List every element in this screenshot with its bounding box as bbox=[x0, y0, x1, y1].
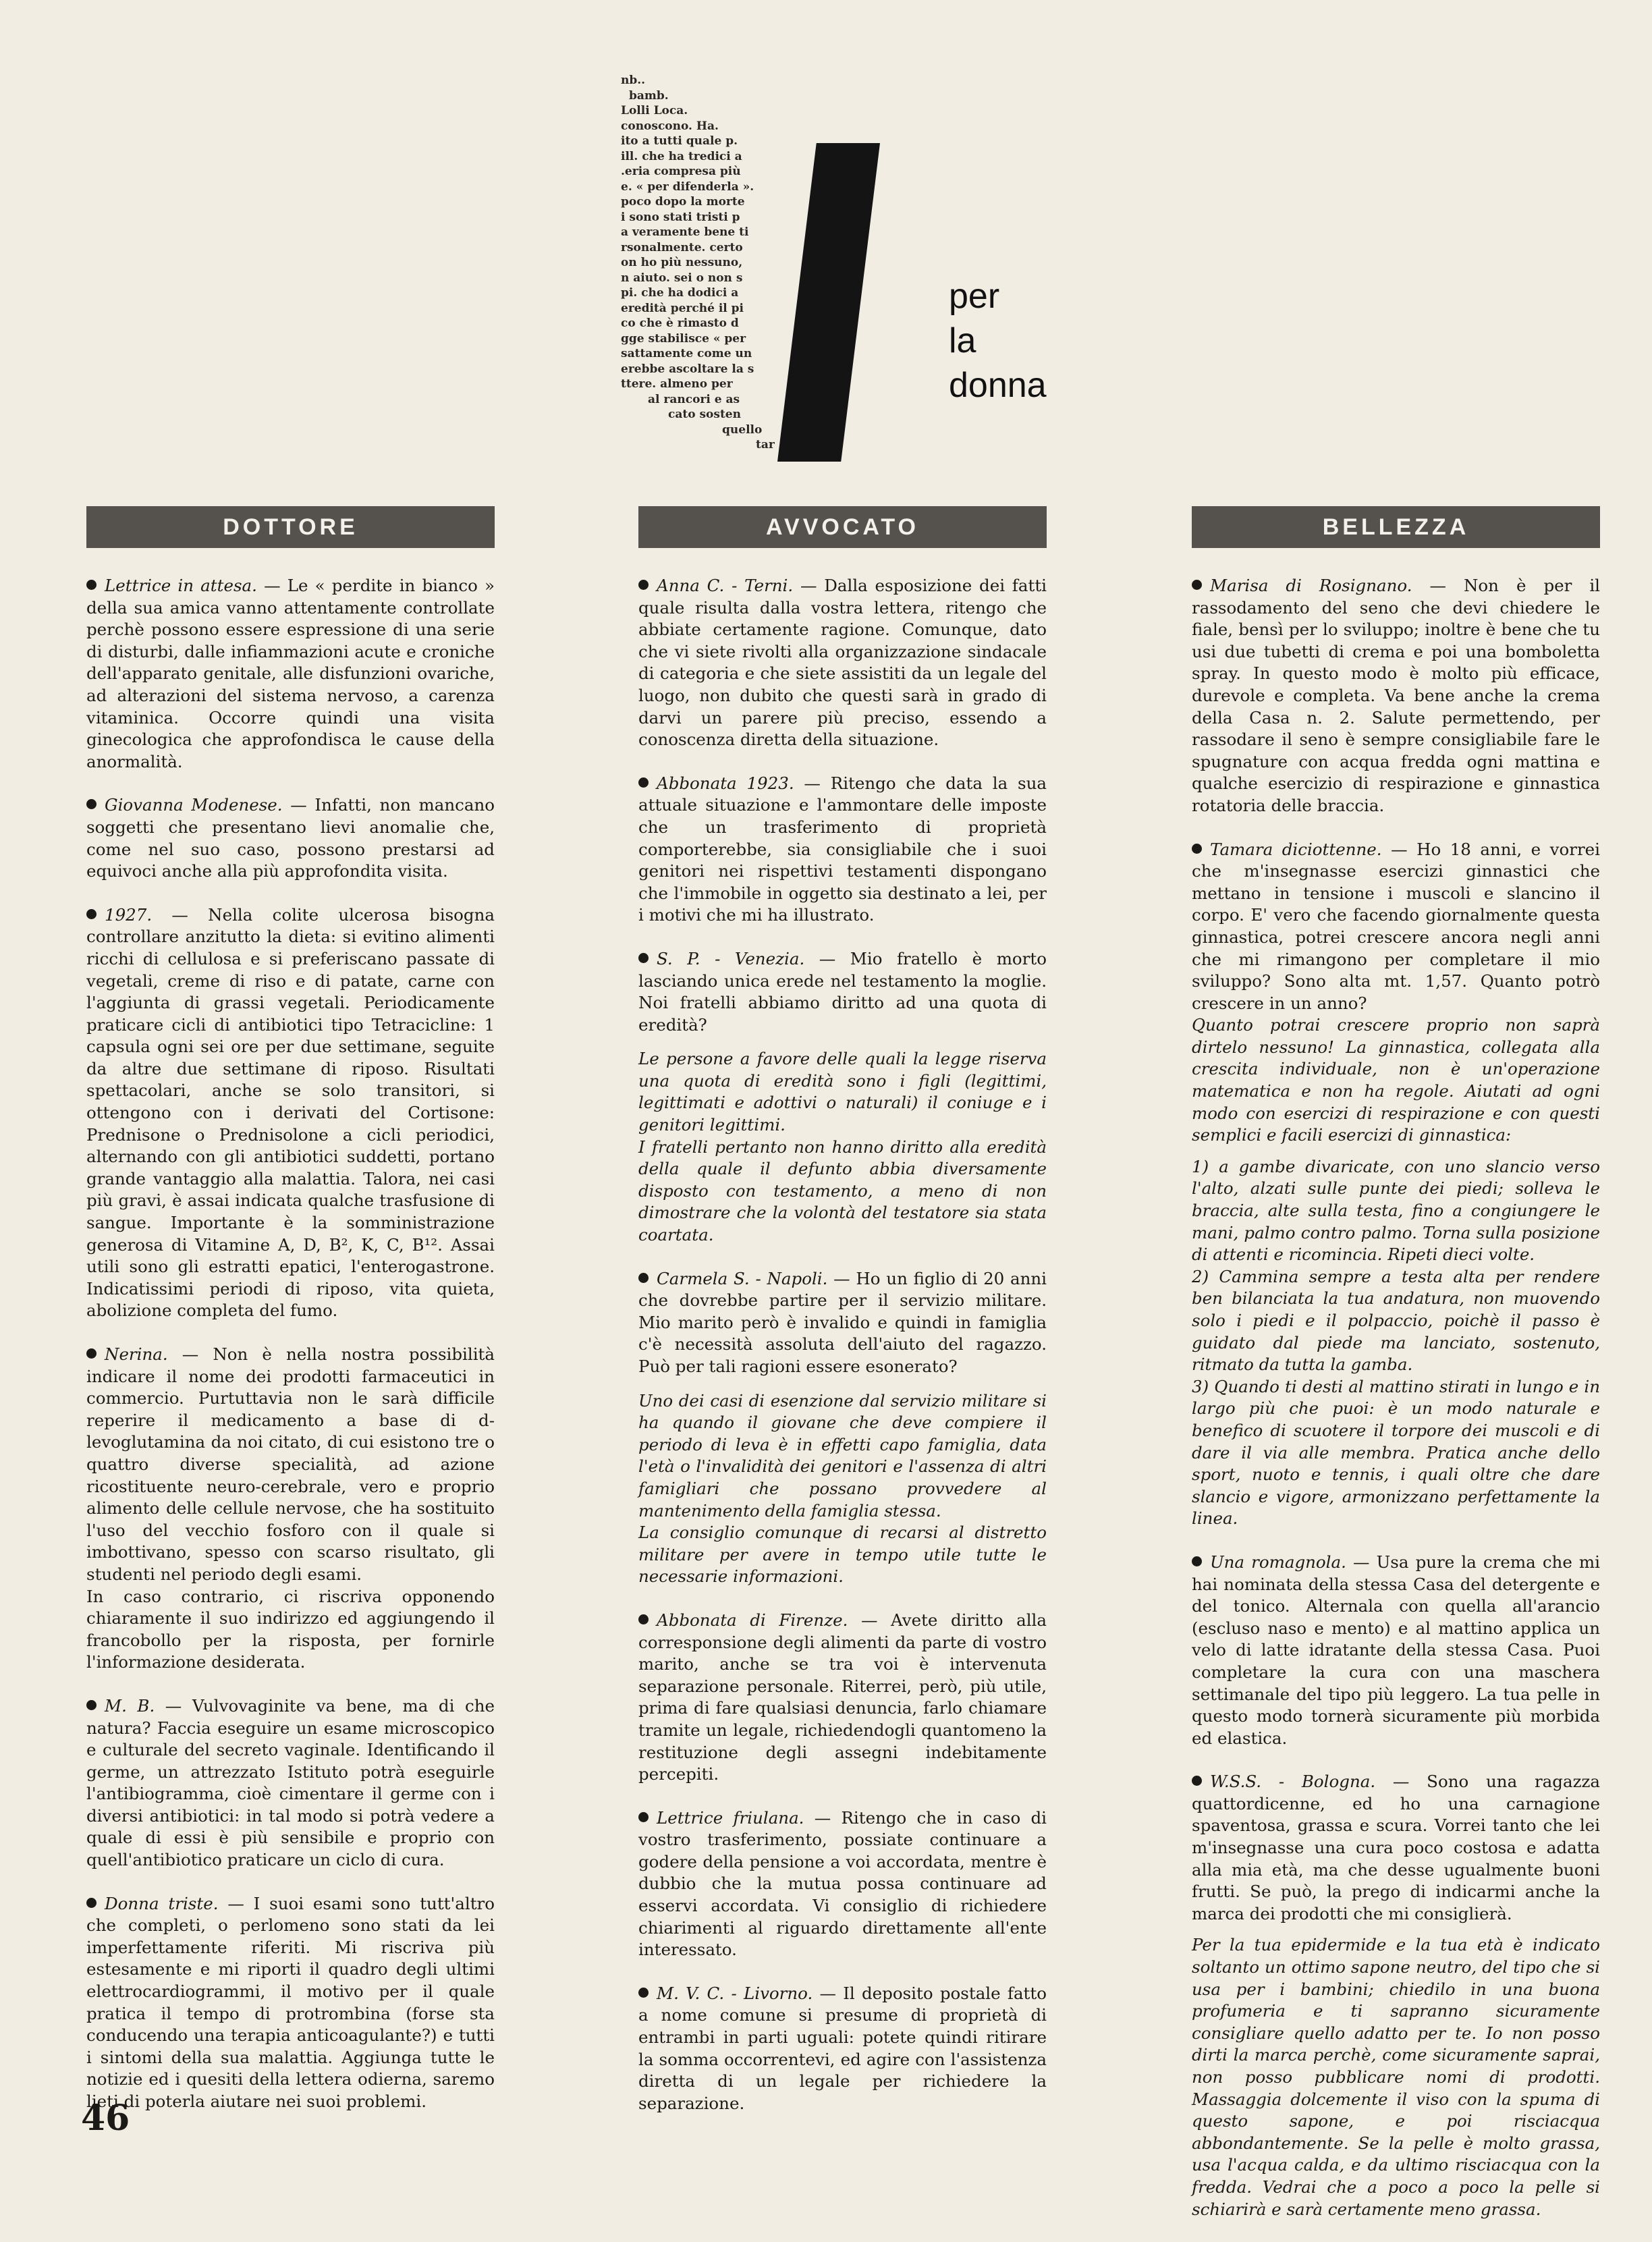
bullet-icon bbox=[1192, 1556, 1202, 1566]
letter-signature: 1927. bbox=[105, 904, 153, 925]
bullet-icon bbox=[1192, 844, 1202, 854]
letter-signature: Donna triste. bbox=[105, 1893, 219, 1913]
letter-body: — I suoi esami sono tutt'altro che completi, o perlomeno sono stati da lei imperfettamente riferiti. Mi riscriva più estesamente e mi riporti il quadro degli ultimi elettrocardiogrammi, il motivo per il quale pratica il tempo di protrombina (forse sta conducendo una terapia anticoagulante?) e tutti i sintomi della sua malattia. Aggiunga tutte le notizie ed i quesiti della lettera odierna, saremo lieti di poterla aiutare nei suoi problemi. bbox=[86, 1893, 495, 2111]
letter-signature: Abbonata di Firenze. bbox=[657, 1610, 848, 1630]
letter-body: — Ritengo che in caso di vostro trasferimento, possiate continuare a godere della pensione a voi accordata, mentre è dubbio che la mutua possa continuare ad esservi accordata. Vi consiglio di richiedere chiarimenti al riguardo direttamente all'ente interessato. bbox=[638, 1807, 1047, 1960]
column-header-dottore: DOTTORE bbox=[86, 506, 495, 548]
letter-signature: Nerina. bbox=[105, 1344, 168, 1364]
letter-entry bbox=[638, 1983, 1047, 2115]
snippet-line: sattamente come un bbox=[621, 347, 752, 360]
letter-body: — Dalla esposizione dei fatti quale risulta dalla vostra lettera, ritengo che abbiate certamente ragione. Comunque, dato che vi siete rivolti alla organizzazione sindacale di categoria e che siete assistiti da un legale del luogo, non dubito che questi sarà in grado di darvi un parere più preciso, essendo a conoscenza diretta della situazione. bbox=[638, 576, 1047, 750]
masthead-subtitle-line: donna bbox=[949, 366, 1047, 405]
column-bellezza bbox=[1192, 506, 1600, 2242]
letter-body: — Infatti, non mancano soggetti che presentano lievi anomalie che, come nel suo caso, possono prestarsi ad equivoci anche alla più approfondita visita. bbox=[86, 795, 495, 881]
bullet-icon bbox=[638, 777, 649, 788]
masthead bbox=[621, 73, 1093, 471]
column-avvocato bbox=[638, 506, 1047, 2136]
snippet-line: ill. che ha tredici a bbox=[621, 149, 742, 163]
masthead-subtitle-line: per bbox=[949, 277, 1000, 316]
snippet-line: rsonalmente. certo bbox=[621, 240, 743, 254]
letter-signature: Marisa di Rosignano. bbox=[1210, 576, 1412, 595]
bullet-icon bbox=[638, 1614, 649, 1624]
snippet-line: i sono stati tristi p bbox=[621, 210, 740, 224]
snippet-line: on ho più nessuno, bbox=[621, 256, 743, 269]
letter-body: — Ritengo che data la sua attuale situazione e l'ammontare delle imposte che un trasferimento di proprietà comporterebbe, sia consigliabile che i suoi genitori nei rispettivi testamenti dispongano che l'immobile in oggetto sia destinato a lei, per i motivi che mi ha illustrato. bbox=[638, 773, 1047, 925]
snippet-line: bamb. bbox=[629, 88, 669, 103]
answer-text: La consiglio comunque di recarsi al distretto militare per avere in tempo utile tutte le necessarie informazioni. bbox=[638, 1523, 1047, 1587]
letter-signature: W.S.S. - Bologna. bbox=[1210, 1772, 1376, 1792]
masthead-newsprint-collage bbox=[621, 73, 790, 471]
letter-signature: M. B. bbox=[105, 1695, 155, 1716]
letter-entry bbox=[86, 794, 495, 882]
bullet-icon bbox=[86, 1898, 97, 1908]
bullet-icon bbox=[638, 1988, 649, 1998]
letter-body: — Vulvovaginite va bene, ma di che natura? Faccia eseguire un esame microscopico e culturale del secreto vaginale. Identificando il germe, un attrezzato Istituto potrà eseguirle l'antibiogramma, cioè cimentare il germe con i diversi antibiotici: in tal modo si potrà vedere a quale di essi è più sensibile e proprio con quell'antibiotico praticare un ciclo di cura. bbox=[86, 1695, 495, 1870]
letter-signature: Giovanna Modenese. bbox=[105, 795, 283, 815]
bullet-icon bbox=[638, 1273, 649, 1283]
letter-signature: Anna C. - Terni. bbox=[657, 576, 794, 595]
letter-signature: S. P. - Venezia. bbox=[657, 948, 805, 968]
bullet-icon bbox=[86, 799, 97, 809]
snippet-line: conoscono. Ha. bbox=[621, 119, 719, 133]
letter-entry bbox=[86, 1695, 495, 1871]
masthead-title: noi donne bbox=[860, 194, 910, 417]
column-header-bellezza: BELLEZZA bbox=[1192, 506, 1600, 548]
letter-entry bbox=[1192, 839, 1600, 1530]
masthead-subtitle-line: la bbox=[949, 321, 976, 360]
snippet-line: quello bbox=[722, 422, 763, 437]
bullet-icon bbox=[1192, 580, 1202, 590]
letter-body: — Il deposito postale fatto a nome comune si presume di proprietà di entrambi in parti uguali: potete quindi ritirare la somma occorrentevi, ed agire con l'assistenza diretta di un legale per richiedere la separazione. bbox=[638, 1983, 1047, 2113]
snippet-line: gge stabilisce « per bbox=[621, 331, 746, 346]
bullet-icon bbox=[86, 1348, 97, 1359]
letter-entry bbox=[638, 1268, 1047, 1588]
column-dottore bbox=[86, 506, 495, 2135]
snippet-line: ito a tutti quale p. bbox=[621, 134, 738, 148]
snippet-line: ttere. almeno per bbox=[621, 377, 733, 391]
snippet-line: cato sosten bbox=[668, 408, 741, 421]
letter-body: — Nella colite ulcerosa bisogna controllare anzitutto la dieta: si evitino alimenti ricchi di cellulosa e si preferiscano passate di vegetali, creme di riso e di patate, carne con l'aggiunta di grassi vegetali. Periodicamente praticare cicli di antibiotici tipo Tetracicline: 1 capsula ogni sei ore per due settimane, seguite da altre due settimane di riposo. Risultati spettacolari, anche se solo transitori, si ottengono con i derivati del Cortisone: Prednisone o Prednisolone a cicli periodici, alternando con gli antibiotici suddetti, portano grande vantaggio alla malattia. Talora, nei casi più gravi, è assai indicata qualche trasfusione di sangue. Importante è la somministrazione generosa di Vitamine A, D, B², K, C, B¹². Assai utili sono gli estratti epatici, l'enterogastrone. Indicatissimi periodi di riposo, vita quieta, abolizione completa del fumo. bbox=[86, 904, 495, 1321]
answer-text: Uno dei casi di esenzione dal servizio militare si ha quando il giovane che deve compiere il periodo di leva è in effetti capo famiglia, data l'età o l'invalidità dei genitori e l'assenza di altri famigliari che possano provvedere al mantenimento della famiglia stessa. bbox=[638, 1390, 1047, 1521]
letter-entry bbox=[86, 575, 495, 773]
letter-body: — Ho 18 anni, e vorrei che m'insegnasse esercizi ginnastici che mettano in tensione i muscoli e slancino il corpo. E' vero che facendo giornalmente questa ginnastica, potrei crescere ancora negli anni che mi rimangono per completare il mio sviluppo? Sono alta mt. 1,57. Quanto potrò crescere in un anno? bbox=[1192, 839, 1601, 1013]
letter-body: — Le « perdite in bianco » della sua amica vanno attentamente controllate perchè possono essere espressione di una serie di disturbi, dalle infiammazioni acute e croniche dell'apparato genitale, alle disfunzioni ovariche, ad alterazioni del sistema nervoso, a carenza vitaminica. Occorre quindi una visita ginecologica che approfondisca le cause della anormalità. bbox=[86, 576, 495, 771]
answer-text: I fratelli pertanto non hanno diritto alla eredità della quale il defunto abbia diversamente disposto con testamento, a meno di non dimostrare che la volontà del testatore sia stata coartata. bbox=[638, 1137, 1047, 1245]
letter-signature: Una romagnola. bbox=[1210, 1552, 1346, 1572]
snippet-line: pi. che ha dodici a bbox=[621, 286, 739, 300]
answer-text: 1) a gambe divaricate, con uno slancio verso l'alto, alzati sulle punte dei piedi; solleva le braccia, alte sulla testa, fino a congiungere le mani, palmo contro palmo. Torna sulla posizione di attenti e ricomincia. Ripeti dieci volte. bbox=[1192, 1156, 1600, 1265]
bullet-icon bbox=[1192, 1776, 1202, 1786]
letter-signature: Abbonata 1923. bbox=[657, 773, 794, 793]
letter-entry bbox=[1192, 1552, 1600, 1749]
snippet-line: n aiuto. sei o non s bbox=[621, 271, 743, 285]
bullet-icon bbox=[86, 1700, 97, 1710]
snippet-line: tar bbox=[756, 438, 775, 452]
letter-entry bbox=[638, 1610, 1047, 1786]
answer-text: Quanto potrai crescere proprio non saprà dirtelo nessuno! La ginnastica, collegata alla crescita individuale, non è un'operazione matematica e non ha regole. Aiutati ad ogni modo con esercizi di respirazione e con questi semplici e facili esercizi di ginnastica: bbox=[1192, 1015, 1600, 1145]
answer-text: Le persone a favore delle quali la legge riserva una quota di eredità sono i figli (legittimi, legittimati e adottivi o naturali) il coniuge e i genitori legittimi. bbox=[638, 1049, 1047, 1135]
letter-body: — Mio fratello è morto lasciando unica erede nel testamento la moglie. Noi fratelli abbiamo diritto ad una quota di eredità? bbox=[638, 948, 1047, 1035]
letter-body: — Non è nella nostra possibilità indicare il nome dei prodotti farmaceutici in commercio. Purtuttavia non le sarà difficile reperire il medicamento a base di d-levoglutamina da noi citato, di cui esistono tre o quattro diverse specialità, ad azione ricostituente neuro-cerebrale, vero e proprio alimento delle cellule nervose, che ha sostituito l'uso del vecchio fosforo con il quale si imbottivano, spesso con scarso risultato, gli studenti nel periodo degli esami. bbox=[86, 1344, 495, 1584]
bullet-icon bbox=[86, 909, 97, 919]
letter-entry bbox=[86, 1893, 495, 2113]
letter-body: — Usa pure la crema che mi hai nominata della stessa Casa del detergente e del tonico. Alternala con quella all'arancio (escluso naso e mento) e al mattino applica un velo di latte idratante della stessa Casa. Puoi completare la cura con una maschera settimanale del tipo più leggero. La tua pelle in questo modo tornerà sicuramente più morbida ed elastica. bbox=[1192, 1552, 1600, 1748]
column-header-avvocato: AVVOCATO bbox=[638, 506, 1047, 548]
snippet-line: e. « per difenderla ». bbox=[621, 180, 754, 194]
page-number: 46 bbox=[81, 2098, 130, 2139]
letter-signature: Lettrice in attesa. bbox=[105, 576, 257, 595]
letter-body: — Avete diritto alla corresponsione degli alimenti da parte di vostro marito, anche se tra voi è intervenuta separazione personale. Riterrei, però, più utile, prima di fare qualsiasi denuncia, farlo chiamare tramite un legale, richiedendogli quantomeno la restituzione degli assegni indebitamente percepiti. bbox=[638, 1610, 1047, 1784]
letter-entry bbox=[1192, 575, 1600, 817]
bullet-icon bbox=[638, 1812, 649, 1822]
masthead-subtitle bbox=[949, 274, 1097, 408]
letter-body-continued: In caso contrario, ci riscriva opponendo chiaramente il suo indirizzo ed aggiungendo il francobollo per la risposta, per fornirle l'informazione desiderata. bbox=[86, 1586, 495, 1672]
bullet-icon bbox=[638, 953, 649, 963]
letter-signature: M. V. C. - Livorno. bbox=[657, 1983, 813, 2003]
letter-signature: Tamara diciottenne. bbox=[1210, 839, 1382, 859]
bullet-icon bbox=[86, 580, 97, 590]
letter-signature: Lettrice friulana. bbox=[657, 1807, 804, 1828]
snippet-line: a veramente bene ti bbox=[621, 225, 749, 239]
bullet-icon bbox=[638, 580, 649, 590]
letter-entry bbox=[86, 904, 495, 1322]
letter-entry bbox=[1192, 1771, 1600, 2220]
snippet-line: al rancori e as bbox=[648, 392, 740, 406]
snippet-line: .eria compresa più bbox=[621, 165, 741, 178]
letter-body: — Ho un figlio di 20 anni che dovrebbe partire per il servizio militare. Mio marito però è invalido e quindi in famiglia c'è necessità assoluta dell'aiuto del ragazzo. Può per tali ragioni essere esonerato? bbox=[638, 1268, 1047, 1376]
snippet-line: nb.. bbox=[621, 74, 646, 87]
answer-text: Per la tua epidermide e la tua età è indicato soltanto un ottimo sapone neutro, del tipo che si usa per i bambini; chiedilo in una buona profumeria e ti sapranno sicuramente consigliare quello adatto per te. Io non posso dirti la marca perchè, come sicuramente saprai, non posso pubblicare nomi di prodotti. Massaggia dolcemente il viso con la spuma di questo sapone, e poi risciacqua abbondantemente. Se la pelle è molto grassa, usa l'acqua calda, e da ultimo risciacqua con la fredda. Vedrai che a poco a poco la pelle si schiarirà e sarà certamente meno grassa. bbox=[1192, 1935, 1600, 2219]
answer-text: 3) Quando ti desti al mattino stirati in lungo e in largo più che puoi: è un modo naturale e benefico di scuotere il torpore dei muscoli e di dare il via alle membra. Pratica anche dello sport, nuoto e tennis, i quali oltre che dare slancio e vigore, armonizzano perfettamente la linea. bbox=[1192, 1376, 1600, 1529]
snippet-line: erebbe ascoltare la s bbox=[621, 362, 754, 376]
snippet-line: Lolli Loca. bbox=[621, 104, 688, 117]
letter-entry bbox=[86, 1344, 495, 1674]
letter-entry bbox=[638, 948, 1047, 1247]
letter-entry bbox=[638, 1807, 1047, 1961]
snippet-line: co che è rimasto d bbox=[621, 317, 739, 330]
snippet-line: eredità perché il pi bbox=[621, 301, 744, 315]
answer-text: 2) Cammina sempre a testa alta per rendere ben bilanciata la tua andatura, non muovendo solo i piedi e il polpaccio, poichè il passo è guidato dal piede ma lanciato, sostenuto, ritmato da tutta la gamba. bbox=[1192, 1266, 1600, 1375]
letter-signature: Carmela S. - Napoli. bbox=[657, 1268, 828, 1288]
letter-body: — Non è per il rassodamento del seno che devi chiedere le fiale, bensì per lo sviluppo; inoltre è bene che tu usi due tubetti di crema e poi una bomboletta spray. In questo modo è molto più efficace, durevole e completa. Va bene anche la crema della Casa n. 2. Salute permettendo, per rassodare il seno è sempre consigliabile fare le spugnature con acqua fredda ogni mattina e qualche esercizio di respirazione e ginnastica rotatoria delle braccia. bbox=[1192, 576, 1600, 815]
letter-body: — Sono una ragazza quattordicenne, ed ho una carnagione spaventosa, grassa e scura. Vorrei tanto che lei m'insegnasse una cura poco costosa e adatta alla mia età, ma che desse ugualmente buoni frutti. Se può, la prego di indicarmi anche la marca dei prodotti che mi consiglierà. bbox=[1192, 1772, 1600, 1923]
letter-entry bbox=[638, 773, 1047, 927]
snippet-line: poco dopo la morte bbox=[621, 195, 745, 209]
letter-entry bbox=[638, 575, 1047, 751]
